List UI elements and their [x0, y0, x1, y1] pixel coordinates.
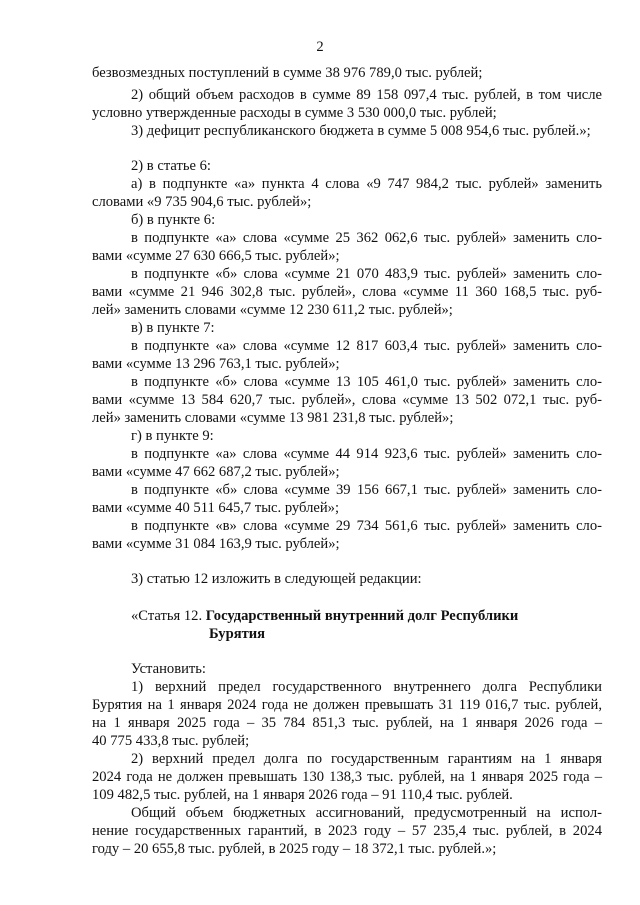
article-title-line2: Бурятия — [209, 626, 266, 642]
text-line: 2) общий объем расходов в сумме 89 158 097,4 тыс. рублей, в том числе — [131, 87, 602, 103]
text-line: безвозмездных поступлений в сумме 38 976 789,0 тыс. рублей; — [92, 65, 483, 81]
text-line: на 1 января 2025 года – 35 784 851,3 тыс. рублей, на 1 января 2026 года – — [92, 715, 602, 731]
text-line: б) в пункте 6: — [131, 212, 216, 228]
text-line: в подпункте «а» слова «сумме 12 817 603,4 тыс. рублей» заменить сло- — [131, 338, 602, 354]
text-line: г) в пункте 9: — [131, 428, 214, 444]
article-heading — [131, 607, 518, 625]
text-line: 3) статью 12 изложить в следующей редакции: — [131, 571, 422, 587]
text-line: 40 775 433,8 тыс. рублей; — [92, 733, 250, 749]
text-line: вами «сумме 31 084 163,9 тыс. рублей»; — [92, 536, 340, 552]
article-title-line1: Государственный внутренний долг Республики — [205, 608, 519, 624]
text-line: в подпункте «б» слова «сумме 21 070 483,9 тыс. рублей» заменить сло- — [131, 266, 602, 282]
text-line: году – 20 655,8 тыс. рублей, в 2025 году – 18 372,1 тыс. рублей.»; — [92, 841, 497, 857]
text-line: в подпункте «б» слова «сумме 13 105 461,0 тыс. рублей» заменить сло- — [131, 374, 602, 390]
text-line: вами «сумме 21 946 302,8 тыс. рублей», слова «сумме 11 360 168,5 тыс. руб- — [92, 284, 602, 300]
text-line: а) в подпункте «а» пункта 4 слова «9 747 984,2 тыс. рублей» заменить — [131, 176, 602, 192]
page-number: 2 — [316, 39, 324, 55]
text-line: в подпункте «а» слова «сумме 25 362 062,6 тыс. рублей» заменить сло- — [131, 230, 602, 246]
text-line: 2) верхний предел долга по государственным гарантиям на 1 января — [131, 751, 602, 767]
text-line: лей» заменить словами «сумме 13 981 231,8 тыс. рублей»; — [92, 410, 454, 426]
text-line: Бурятия на 1 января 2024 года не должен превышать 31 119 016,7 тыс. рублей, — [92, 697, 602, 713]
text-line: в подпункте «в» слова «сумме 29 734 561,6 тыс. рублей» заменить сло- — [131, 518, 602, 534]
text-line: условно утвержденные расходы в сумме 3 530 000,0 тыс. рублей; — [92, 105, 497, 121]
text-line: лей» заменить словами «сумме 12 230 611,2 тыс. рублей»; — [92, 302, 453, 318]
article-heading-continuation — [209, 625, 265, 643]
text-line: Общий объем бюджетных ассигнований, предусмотренный на испол- — [131, 805, 602, 821]
text-line: в подпункте «б» слова «сумме 39 156 667,1 тыс. рублей» заменить сло- — [131, 482, 602, 498]
text-line: Установить: — [131, 661, 206, 677]
text-line: вами «сумме 40 511 645,7 тыс. рублей»; — [92, 500, 340, 516]
text-line: в подпункте «а» слова «сумме 44 914 923,6 тыс. рублей» заменить сло- — [131, 446, 602, 462]
text-line: 1) верхний предел государственного внутреннего долга Республики — [131, 679, 602, 695]
text-line: 2) в статье 6: — [131, 158, 211, 174]
text-line: 2024 года не должен превышать 130 138,3 тыс. рублей, на 1 января 2025 года – — [92, 769, 602, 785]
text-line: вами «сумме 13 296 763,1 тыс. рублей»; — [92, 356, 340, 372]
article-prefix: «Статья 12. — [131, 608, 203, 624]
text-line: вами «сумме 47 662 687,2 тыс. рублей»; — [92, 464, 340, 480]
text-line: словами «9 735 904,6 тыс. рублей»; — [92, 194, 312, 210]
text-line: нение государственных гарантий, в 2023 году – 57 235,4 тыс. рублей, в 2024 — [92, 823, 602, 839]
text-line: вами «сумме 27 630 666,5 тыс. рублей»; — [92, 248, 340, 264]
text-line: в) в пункте 7: — [131, 320, 215, 336]
text-line: 3) дефицит республиканского бюджета в сумме 5 008 954,6 тыс. рублей.»; — [131, 123, 591, 139]
text-line: вами «сумме 13 584 620,7 тыс. рублей», слова «сумме 13 502 072,1 тыс. руб- — [92, 392, 602, 408]
text-line: 109 482,5 тыс. рублей, на 1 января 2026 года – 91 110,4 тыс. рублей. — [92, 787, 513, 803]
